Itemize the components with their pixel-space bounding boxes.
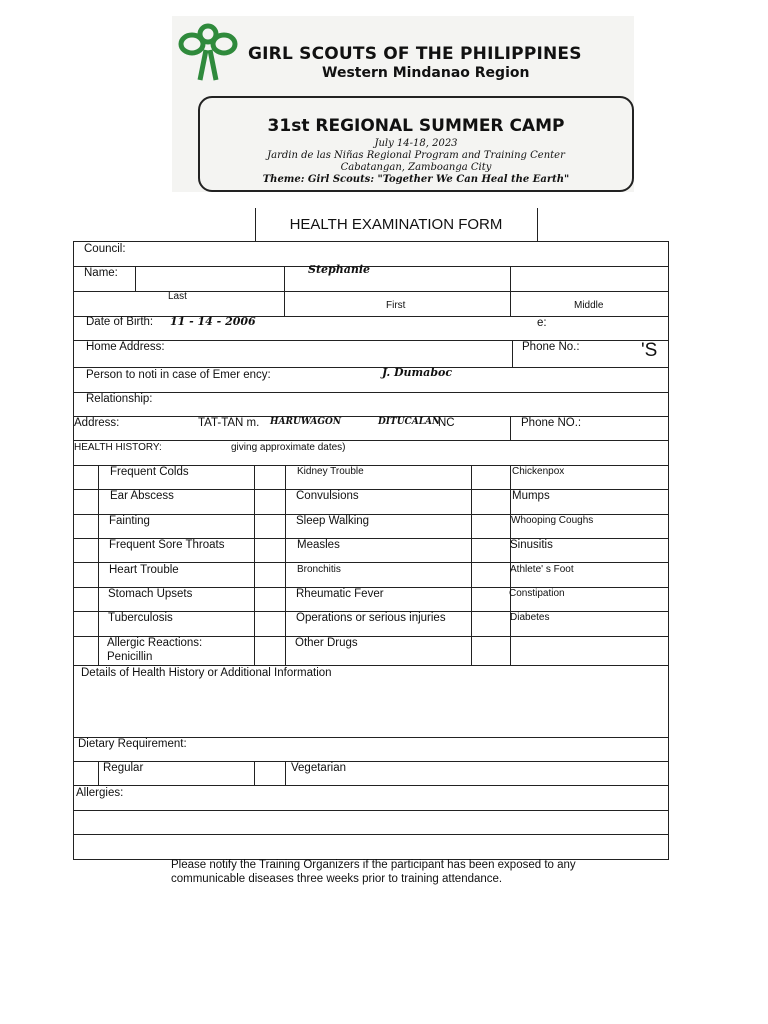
condition-rheumatic-fever: Rheumatic Fever xyxy=(296,588,384,600)
emergency-value: J. Dumaboc xyxy=(382,366,453,379)
name-first-value: Stephanie xyxy=(308,263,371,276)
middle-label: Middle xyxy=(574,300,604,311)
phone2-label: Phone NO.: xyxy=(521,417,582,429)
form-title: HEALTH EXAMINATION FORM xyxy=(289,216,503,233)
dietary-label: Dietary Requirement: xyxy=(78,738,187,750)
condition-frequent-sore-throats: Frequent Sore Throats xyxy=(109,539,225,551)
last-label: Last xyxy=(168,291,187,302)
trefoil-logo-icon xyxy=(176,22,242,86)
condition-stomach-upsets: Stomach Upsets xyxy=(108,588,193,600)
age-label: e: xyxy=(537,317,547,329)
address-value-suffix: NC xyxy=(438,417,455,429)
condition-bronchitis: Bronchitis xyxy=(297,564,341,575)
footer-note-1: Please notify the Training Organizers if the participant has been exposed to any xyxy=(171,859,576,871)
condition-tuberculosis: Tuberculosis xyxy=(108,612,173,624)
condition-operations: Operations or serious injuries xyxy=(296,612,446,624)
details-label: Details of Health History or Additional Information xyxy=(81,667,332,679)
address-value-hand2: DITUCALAN xyxy=(378,417,441,427)
dob-value: 11 - 14 - 2006 xyxy=(170,315,256,328)
condition-diabetes: Diabetes xyxy=(510,612,550,623)
relationship-label: Relationship: xyxy=(86,393,153,405)
address-value-printed: TAT-TAN m. xyxy=(198,417,260,429)
regular-label: Regular xyxy=(103,762,144,774)
allergies-label: Allergies: xyxy=(76,787,124,799)
condition-ear-abscess: Ear Abscess xyxy=(110,490,174,502)
vegetarian-label: Vegetarian xyxy=(291,762,346,774)
condition-chickenpox: Chickenpox xyxy=(512,466,565,477)
condition-convulsions: Convulsions xyxy=(296,490,359,502)
org-name: GIRL SCOUTS OF THE PHILIPPINES xyxy=(248,44,582,64)
header-image xyxy=(172,16,634,192)
phone-label: Phone No.: xyxy=(522,341,580,353)
council-label: Council: xyxy=(84,243,126,255)
condition-mumps: Mumps xyxy=(512,490,550,502)
camp-box xyxy=(198,96,634,192)
camp-dates: July 14-18, 2023 xyxy=(374,138,458,149)
health-history-note: giving approximate dates) xyxy=(231,442,346,453)
dob-label: Date of Birth: xyxy=(86,316,154,328)
camp-venue: Jardin de las Niñas Regional Program and Training Center xyxy=(267,150,565,161)
condition-sleep-walking: Sleep Walking xyxy=(296,515,370,527)
phone-suffix: 'S xyxy=(641,340,658,361)
condition-fainting: Fainting xyxy=(109,515,150,527)
condition-allergic-reactions: Allergic Reactions: xyxy=(107,637,203,649)
home-address-label: Home Address: xyxy=(86,341,165,353)
address-value-hand1: HARUWAGON xyxy=(270,417,342,427)
camp-location: Cabatangan, Zamboanga City xyxy=(340,162,492,173)
footer-note-2: communicable diseases three weeks prior to training attendance. xyxy=(171,873,503,885)
condition-penicillin: Penicillin xyxy=(107,651,153,663)
region-name: Western Mindanao Region xyxy=(322,65,530,81)
health-history-label: HEALTH HISTORY: xyxy=(74,442,162,453)
first-label: First xyxy=(386,300,406,311)
condition-kidney-trouble: Kidney Trouble xyxy=(297,466,364,477)
condition-heart-trouble: Heart Trouble xyxy=(109,564,179,576)
condition-athletes-foot: Athlete' s Foot xyxy=(510,564,574,575)
name-label: Name: xyxy=(84,267,118,279)
camp-title: 31st REGIONAL SUMMER CAMP xyxy=(267,116,565,136)
condition-whooping-coughs: Whooping Coughs xyxy=(511,515,594,526)
condition-sinusitis: Sinusitis xyxy=(510,539,553,551)
condition-frequent-colds: Frequent Colds xyxy=(110,466,189,478)
condition-other-drugs: Other Drugs xyxy=(295,637,358,649)
emergency-label: Person to noti in case of Emer ency: xyxy=(86,369,271,381)
address-label: Address: xyxy=(74,417,120,429)
camp-theme: Theme: Girl Scouts: "Together We Can Heal the Earth" xyxy=(262,174,570,185)
condition-measles: Measles xyxy=(297,539,340,551)
condition-constipation: Constipation xyxy=(509,588,565,599)
